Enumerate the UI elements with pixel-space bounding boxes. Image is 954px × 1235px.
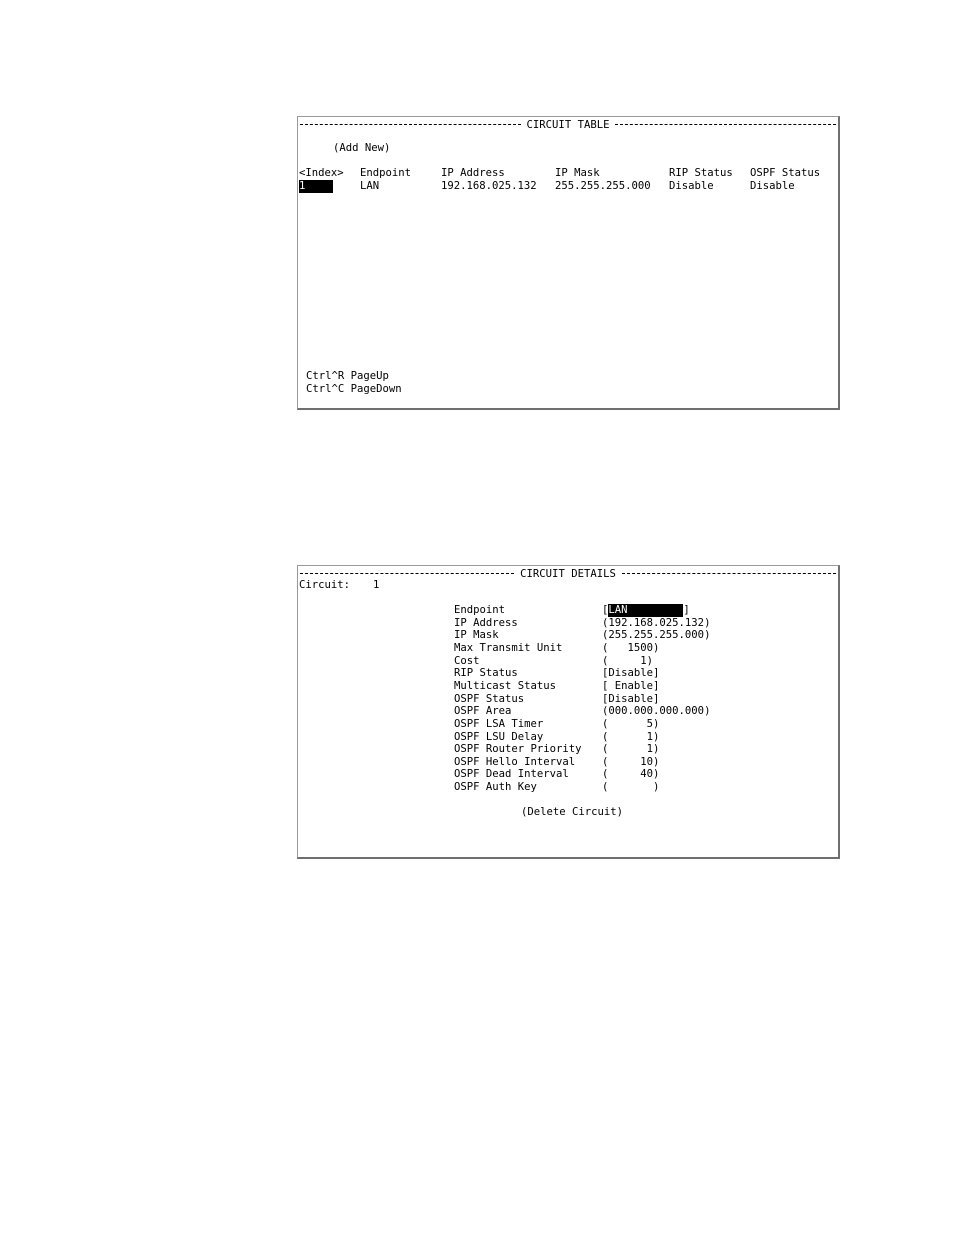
ospf-area-field[interactable] xyxy=(602,705,710,718)
index-cell-selected[interactable]: 1 xyxy=(299,180,333,193)
multicast-status-value[interactable]: Enable xyxy=(608,679,654,692)
circuit-label: Circuit: xyxy=(299,579,351,591)
column-header-endpoint: Endpoint xyxy=(360,167,412,179)
title-rule-left xyxy=(300,124,521,125)
field-close-bracket: ) xyxy=(653,755,660,768)
endpoint-cell: LAN xyxy=(360,180,380,192)
ip-mask-value[interactable]: 255.255.255.000 xyxy=(608,629,705,642)
multicast-status-field[interactable] xyxy=(602,680,659,693)
page-down-hint: Ctrl^C PageDown xyxy=(306,383,402,395)
ospf-router-priority-value[interactable]: 1 xyxy=(608,743,654,756)
field-open-bracket: ( xyxy=(602,768,609,781)
column-header-rip-status: RIP Status xyxy=(669,167,733,179)
column-header-index[interactable]: <Index> xyxy=(299,167,344,179)
ip-mask-cell: 255.255.255.000 xyxy=(555,180,651,192)
field-open-bracket: [ xyxy=(602,667,609,680)
field-open-bracket: [ xyxy=(602,679,609,692)
field-open-bracket: ( xyxy=(602,743,609,756)
ospf-dead-interval-value[interactable]: 40 xyxy=(608,768,654,781)
field-close-bracket: ) xyxy=(653,781,660,794)
ip-address-field[interactable] xyxy=(602,617,710,630)
field-close-bracket: ] xyxy=(653,692,660,705)
circuit-table-title-bar xyxy=(300,118,836,131)
delete-circuit-button[interactable]: (Delete Circuit) xyxy=(521,806,624,818)
ospf-area-label: OSPF Area xyxy=(454,705,512,718)
field-close-bracket: ] xyxy=(653,679,660,692)
ospf-auth-key-field[interactable] xyxy=(602,781,659,794)
field-close-bracket: ) xyxy=(653,768,660,781)
field-close-bracket: ) xyxy=(653,641,660,654)
circuit-details-title-bar xyxy=(300,567,836,580)
field-close-bracket: ] xyxy=(653,667,660,680)
endpoint-label: Endpoint xyxy=(454,604,506,616)
ospf-router-priority-field[interactable] xyxy=(602,743,659,756)
ip-address-value[interactable]: 192.168.025.132 xyxy=(608,616,705,629)
title-rule-right xyxy=(615,124,836,125)
rip-status-value[interactable]: Disable xyxy=(608,667,654,680)
multicast-status-label: Multicast Status xyxy=(454,679,557,692)
max-transmit-unit-label: Max Transmit Unit xyxy=(454,641,563,654)
ospf-status-field[interactable] xyxy=(602,693,659,706)
cost-value[interactable]: 1 xyxy=(608,654,647,667)
ospf-dead-interval-label: OSPF Dead Interval xyxy=(454,768,569,781)
field-open-bracket: [ xyxy=(602,604,609,616)
field-close-bracket: ) xyxy=(653,743,660,756)
circuit-details-screen xyxy=(297,565,840,859)
max-transmit-unit-field[interactable] xyxy=(602,642,659,655)
field-open-bracket: ( xyxy=(602,705,609,718)
rip-status-label: RIP Status xyxy=(454,667,518,680)
rip-status-field[interactable] xyxy=(602,667,659,680)
endpoint-field[interactable] xyxy=(602,604,690,617)
ospf-status-label: OSPF Status xyxy=(454,692,525,705)
ospf-auth-key-label: OSPF Auth Key xyxy=(454,781,537,794)
field-open-bracket: ( xyxy=(602,730,609,743)
field-open-bracket: ( xyxy=(602,641,609,654)
ip-mask-label: IP Mask xyxy=(454,629,499,642)
column-header-ospf-status: OSPF Status xyxy=(750,167,821,179)
ospf-status-cell: Disable xyxy=(750,180,795,192)
field-close-bracket: ) xyxy=(653,717,660,730)
field-open-bracket: [ xyxy=(602,692,609,705)
column-header-ip-mask: IP Mask xyxy=(555,167,600,179)
cost-label: Cost xyxy=(454,654,480,667)
rip-status-cell: Disable xyxy=(669,180,714,192)
field-close-bracket: ) xyxy=(646,654,654,667)
field-close-bracket: ) xyxy=(704,629,711,642)
ospf-lsu-delay-field[interactable] xyxy=(602,731,659,744)
ospf-lsa-timer-field[interactable] xyxy=(602,718,659,731)
ospf-auth-key-value[interactable] xyxy=(608,781,653,793)
ospf-area-value[interactable]: 000.000.000.000 xyxy=(608,705,705,718)
ospf-hello-interval-label: OSPF Hello Interval xyxy=(454,755,576,768)
ip-address-label: IP Address xyxy=(454,616,518,629)
ospf-hello-interval-field[interactable] xyxy=(602,756,659,769)
field-close-bracket: ) xyxy=(704,616,711,629)
add-new-button[interactable]: (Add New) xyxy=(333,142,391,154)
ospf-lsu-delay-value[interactable]: 1 xyxy=(608,730,654,743)
circuit-number: 1 xyxy=(373,579,380,591)
field-open-bracket: ( xyxy=(602,616,609,629)
title-rule-left xyxy=(300,573,514,574)
page-up-hint: Ctrl^R PageUp xyxy=(306,370,389,382)
field-close-bracket: ] xyxy=(683,604,690,616)
circuit-table-screen xyxy=(297,116,840,410)
circuit-table-title: CIRCUIT TABLE xyxy=(526,118,610,131)
cost-field[interactable] xyxy=(602,655,653,668)
field-open-bracket: ( xyxy=(602,755,609,768)
ip-address-cell: 192.168.025.132 xyxy=(441,180,537,192)
ospf-lsa-timer-label: OSPF LSA Timer xyxy=(454,717,544,730)
column-header-ip-address: IP Address xyxy=(441,167,505,179)
ospf-lsa-timer-value[interactable]: 5 xyxy=(608,717,654,730)
ip-mask-field[interactable] xyxy=(602,629,710,642)
field-open-bracket: ( xyxy=(602,717,609,730)
ospf-dead-interval-field[interactable] xyxy=(602,768,659,781)
field-open-bracket: ( xyxy=(602,781,609,794)
field-open-bracket: ( xyxy=(602,654,609,667)
ospf-router-priority-label: OSPF Router Priority xyxy=(454,743,582,756)
circuit-details-title: CIRCUIT DETAILS xyxy=(520,567,616,580)
field-close-bracket: ) xyxy=(704,705,711,718)
ospf-hello-interval-value[interactable]: 10 xyxy=(608,755,654,768)
max-transmit-unit-value[interactable]: 1500 xyxy=(608,641,654,654)
field-open-bracket: ( xyxy=(602,629,609,642)
endpoint-value[interactable]: LAN xyxy=(608,604,683,617)
ospf-lsu-delay-label: OSPF LSU Delay xyxy=(454,730,544,743)
field-close-bracket: ) xyxy=(653,730,660,743)
ospf-status-value[interactable]: Disable xyxy=(608,692,654,705)
title-rule-right xyxy=(622,573,836,574)
